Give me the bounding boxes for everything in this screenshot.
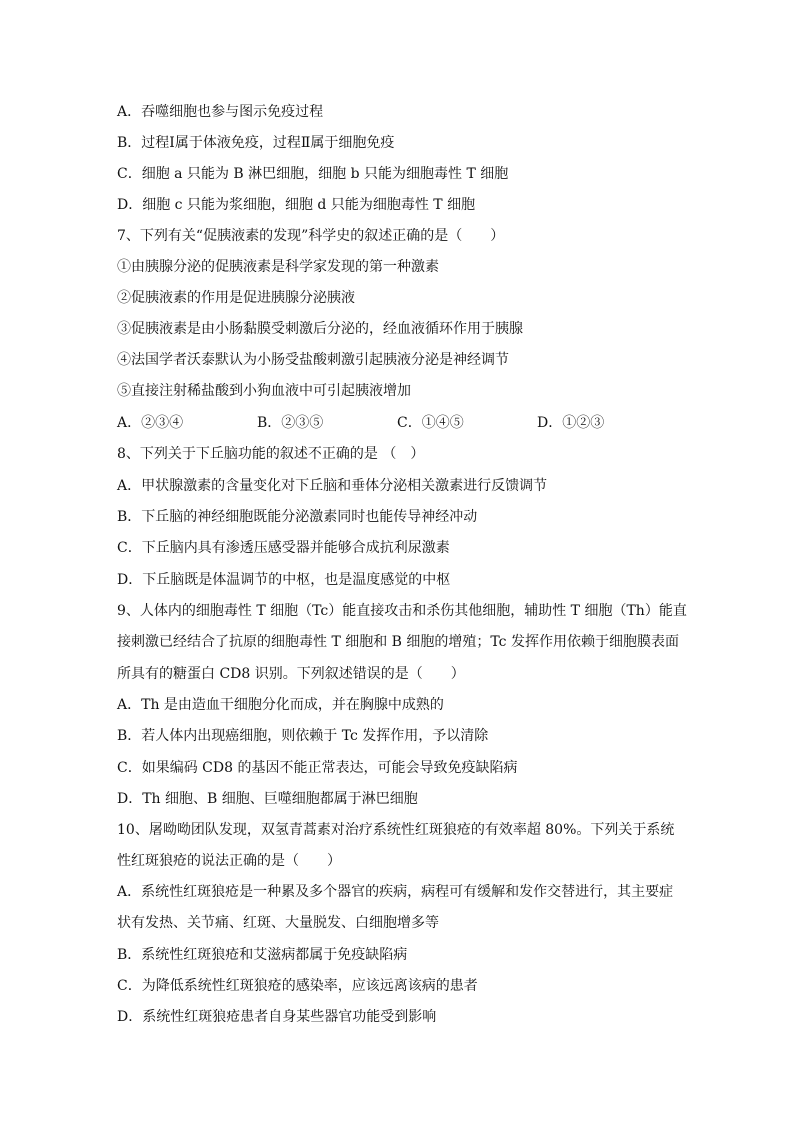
q7-options [117,413,677,433]
q10-stem-line-1: 10、屠呦呦团队发现，双氢青蒿素对治疗系统性红斑狼疮的有效率超 80%。下列关于系统 [117,822,675,838]
q6-option-a: A．吞噬细胞也参与图示免疫过程 [117,104,324,120]
q9-stem-line-3: 所具有的糖蛋白 CD8 识别。下列叙述错误的是（ ） [117,666,465,682]
q10-option-c: C．为降低系统性红斑狼疮的感染率，应该远离该病的患者 [117,978,478,994]
q7-option-c: C．①④⑤ [397,415,464,431]
q9-stem-line-2: 接刺激已经结合了抗原的细胞毒性 T 细胞和 B 细胞的增殖；Tc 发挥作用依赖于细胞膜表面 [117,634,679,650]
q7-item: ③促胰液素是由小肠黏膜受刺激后分泌的，经血液循环作用于胰腺 [117,321,523,337]
q7-item: ①由胰腺分泌的促胰液素是科学家发现的第一种激素 [117,259,439,275]
q7-item: ②促胰液素的作用是促进胰腺分泌胰液 [117,290,355,306]
q6-option-d: D．细胞 c 只能为浆细胞，细胞 d 只能为细胞毒性 T 细胞 [117,197,476,213]
q10-option-a-line-2: 状有发热、关节痛、红斑、大量脱发、白细胞增多等 [117,915,439,931]
q8-stem: 8、下列关于下丘脑功能的叙述不正确的是 （ ） [117,446,425,462]
q10-option-b: B．系统性红斑狼疮和艾滋病都属于免疫缺陷病 [117,947,408,963]
q7-option-d: D．①②③ [537,415,605,431]
q9-option-c: C．如果编码 CD8 的基因不能正常表达，可能会导致免疫缺陷病 [117,760,518,776]
q6-option-b: B．过程Ⅰ属于体液免疫，过程Ⅱ属于细胞免疫 [117,135,395,151]
q8-option-a: A．甲状腺激素的含量变化对下丘脑和垂体分泌相关激素进行反馈调节 [117,478,548,494]
q8-option-b: B．下丘脑的神经细胞既能分泌激素同时也能传导神经冲动 [117,509,478,525]
q10-stem-line-2: 性红斑狼疮的说法正确的是（ ） [117,853,341,869]
q8-option-c: C．下丘脑内具有渗透压感受器并能够合成抗利尿激素 [117,540,450,556]
q9-option-a: A．Th 是由造血干细胞分化而成，并在胸腺中成熟的 [117,697,444,713]
q7-item: ⑤直接注射稀盐酸到小狗血液中可引起胰液增加 [117,383,411,399]
q10-option-d: D．系统性红斑狼疮患者自身某些器官功能受到影响 [117,1009,437,1025]
q8-option-d: D．下丘脑既是体温调节的中枢，也是温度感觉的中枢 [117,572,451,588]
q9-stem-line-1: 9、人体内的细胞毒性 T 细胞（Tc）能直接攻击和杀伤其他细胞，辅助性 T 细胞（Th）能直 [117,603,687,619]
q7-option-a: A．②③④ [117,415,184,431]
q9-option-b: B．若人体内出现癌细胞，则依赖于 Tc 发挥作用，予以清除 [117,728,489,744]
q9-option-d: D．Th 细胞、B 细胞、巨噬细胞都属于淋巴细胞 [117,791,418,807]
q7-stem: 7、下列有关“促胰液素的发现”科学史的叙述正确的是（ ） [117,228,505,244]
q7-option-b: B．②③⑤ [257,415,324,431]
q7-item: ④法国学者沃泰默认为小肠受盐酸刺激引起胰液分泌是神经调节 [117,352,509,368]
q6-option-c: C．细胞 a 只能为 B 淋巴细胞，细胞 b 只能为细胞毒性 T 细胞 [117,166,509,182]
q10-option-a-line-1: A．系统性红斑狼疮是一种累及多个器官的疾病，病程可有缓解和发作交替进行，其主要症 [117,884,674,900]
